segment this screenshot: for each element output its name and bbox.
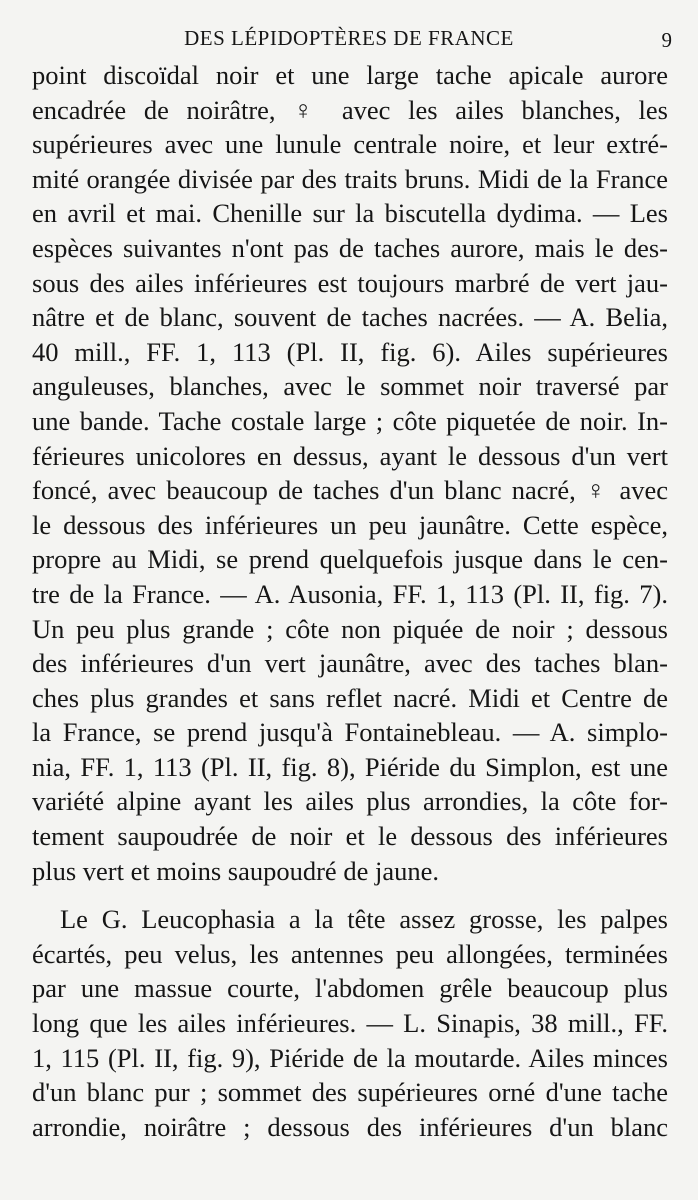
text-line: d'un blanc pur ; sommet des supérieures orné d'une tache	[32, 1077, 668, 1108]
text-line: par une massue courte, l'abdomen grêle beaucoup plus	[32, 973, 668, 1004]
text-line: anguleuses, blanches, avec le sommet noir traversé par	[32, 371, 668, 402]
text-line: supérieures avec une lunule centrale noire, et leur extré-	[32, 129, 668, 160]
page-number: 9	[661, 28, 672, 52]
text-line: en avril et mai. Chenille sur la biscutella dydima. — Les	[32, 198, 668, 229]
text-line: Un peu plus grande ; côte non piquée de noir ; dessous	[32, 613, 668, 644]
text-line: nia, FF. 1, 113 (Pl. II, fig. 8), Piéride du Simplon, est une	[32, 751, 668, 782]
text-line: une bande. Tache costale large ; côte piquetée de noir. In-	[32, 405, 668, 436]
text-line: arrondie, noirâtre ; dessous des inférieures d'un blanc	[32, 1111, 668, 1142]
text-line: long que les ailes inférieures. — L. Sinapis, 38 mill., FF.	[32, 1008, 668, 1039]
page-header	[0, 26, 698, 54]
text-line: écartés, peu velus, les antennes peu allongées, terminées	[32, 938, 668, 969]
text-line: 1, 115 (Pl. II, fig. 9), Piéride de la moutarde. Ailes minces	[32, 1042, 668, 1073]
text-line: variété alpine ayant les ailes plus arrondies, la côte for-	[32, 786, 668, 817]
text-line: tement saupoudrée de noir et le dessous des inférieures	[32, 821, 668, 852]
text-line: des inférieures d'un vert jaunâtre, avec des taches blan-	[32, 648, 668, 679]
text-line: nâtre et de blanc, souvent de taches nacrées. — A. Belia,	[32, 302, 668, 333]
text-line: sous des ailes inférieures est toujours marbré de vert jau-	[32, 267, 668, 298]
running-title: DES LÉPIDOPTÈRES DE FRANCE	[184, 26, 514, 50]
text-line: tre de la France. — A. Ausonia, FF. 1, 113 (Pl. II, fig. 7).	[32, 578, 668, 609]
text-line: point discoïdal noir et une large tache apicale aurore	[32, 60, 668, 90]
text-line: encadrée de noirâtre, ♀ avec les ailes blanches, les	[32, 94, 668, 125]
body-text	[32, 58, 668, 1144]
paragraph-gap	[32, 888, 668, 902]
text-line: foncé, avec beaucoup de taches d'un blanc nacré, ♀ avec	[32, 475, 668, 506]
paragraph-1	[32, 58, 668, 888]
text-line: espèces suivantes n'ont pas de taches aurore, mais le des-	[32, 232, 668, 263]
text-line: le dessous des inférieures un peu jaunâtre. Cette espèce,	[32, 509, 668, 540]
text-line: mité orangée divisée par des traits bruns. Midi de la France	[32, 163, 668, 194]
text-line: la France, se prend jusqu'à Fontainebleau. — A. simplo-	[32, 717, 668, 748]
text-line: ches plus grandes et sans reflet nacré. Midi et Centre de	[32, 682, 668, 713]
text-line: plus vert et moins saupoudré de jaune.	[32, 855, 439, 886]
text-line: férieures unicolores en dessus, ayant le dessous d'un vert	[32, 440, 668, 471]
text-line: 40 mill., FF. 1, 113 (Pl. II, fig. 6). Ailes supérieures	[32, 336, 668, 367]
text-line: propre au Midi, se prend quelquefois jusque dans le cen-	[32, 544, 668, 575]
text-line: Le G. Leucophasia a la tête assez grosse, les palpes	[60, 904, 668, 935]
paragraph-2	[32, 902, 668, 1144]
